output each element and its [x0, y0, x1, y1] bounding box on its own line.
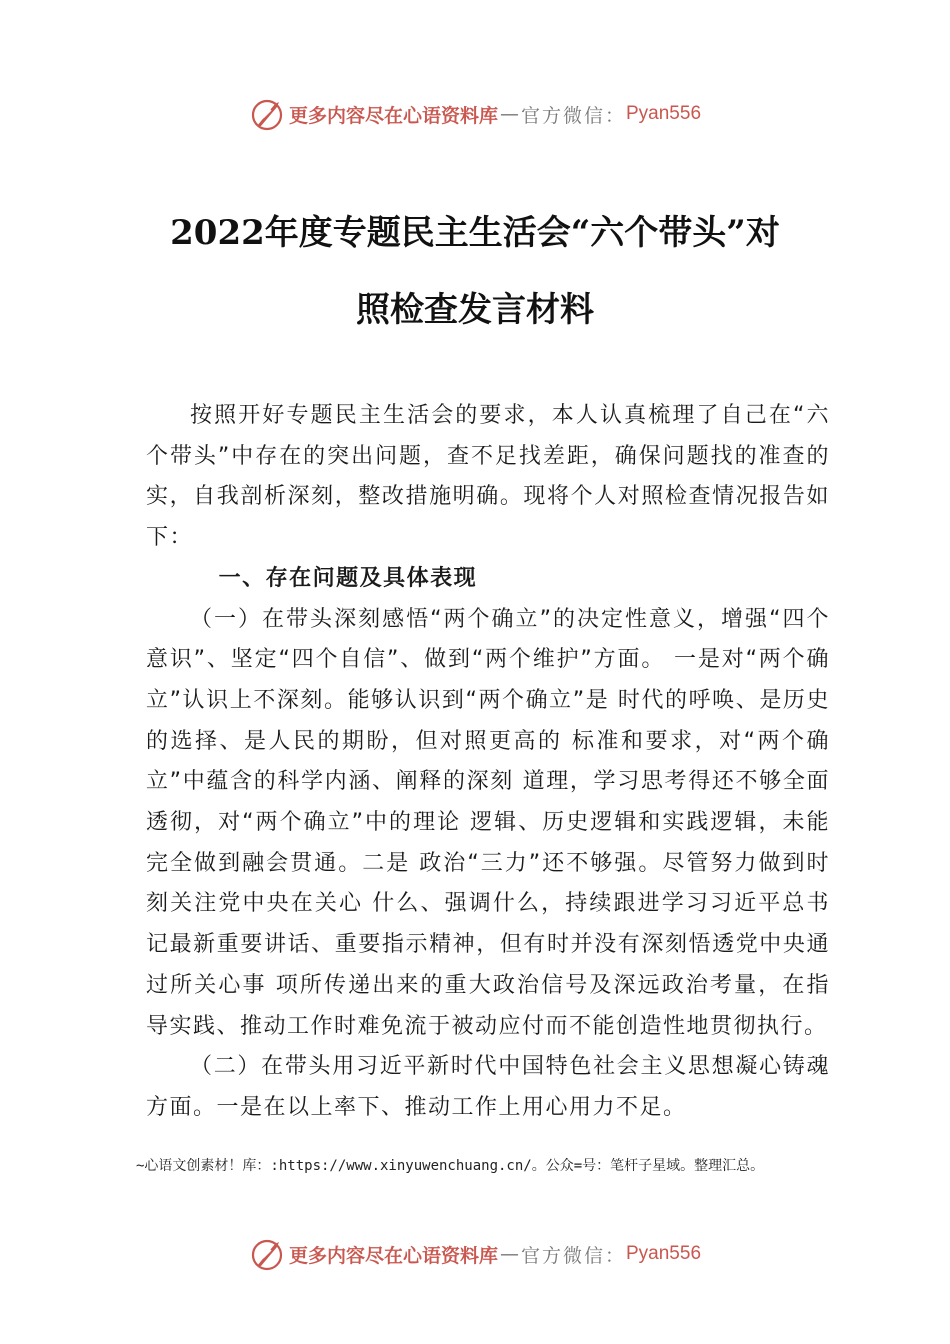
banner-dash: — [499, 1243, 519, 1265]
quill-logo-icon [249, 1236, 285, 1272]
banner-wechat-id: Pyan556 [626, 103, 702, 124]
banner-main-text: 更多内容尽在心语资料库 [288, 1244, 498, 1267]
section-heading: 一、存在问题及具体表现 [218, 565, 478, 591]
footer-banner [0, 1234, 950, 1274]
banner-side-text: 官方微信： [520, 1244, 626, 1267]
document-title-line2: 照检查发言材料 [356, 290, 594, 330]
footnote: ~心语文创素材！库：:https://www.xinyuwenchuang.cn/。公众=号：笔杆子星域。整理汇总。 [136, 1158, 765, 1174]
document-body [146, 396, 830, 1129]
header-banner [0, 94, 950, 134]
quill-logo-icon [249, 96, 285, 132]
banner-dash: — [499, 103, 519, 125]
intro-paragraph: 按照开好专题民主生活会的要求，本人认真梳理了自己在“六个带头”中存在的突出问题，查不足找差距，确保问题找的准查的实，自我剖析深刻，整改措施明确。现将个人对照检查情况报告如下： [146, 403, 830, 551]
banner-main-text: 更多内容尽在心语资料库 [288, 104, 498, 127]
item-paragraph-2: （二）在带头用习近平新时代中国特色社会主义思想凝心铸魂方面。一是在以上率下、推动工作上用心用力不足。 [146, 1054, 830, 1120]
banner-side-text: 官方微信： [520, 104, 626, 127]
document-title-line1: 2022年度专题民主生活会“六个带头”对 [170, 213, 780, 253]
banner-wechat-id: Pyan556 [626, 1243, 702, 1264]
item-paragraph-1: （一）在带头深刻感悟“两个确立”的决定性意义，增强“四个意识”、坚定“四个自信”、做到“两个维护”方面。 一是对“两个确立”认识上不深刻。能够认识到“两个确立”是 时代的呼唤、是历史的选择、是人民的期盼，但对照更高的 标准和要求，对“两个确立”中蕴含的科学内涵、阐释的深刻 道理，学习思考得还不够全面透彻，对“两个确立”中的理论 逻辑、历史逻辑和实践逻辑，未能完全做到融会贯通。二是 政治“三力”还不够强。尽管努力做到时刻关注党中央在关心 什么、强调什么，持续跟进学习习近平总书记最新重要讲话、重要指示精神，但有时并没有深刻悟透党中央通过所关心事 项所传递出来的重大政治信号及深远政治考量，在指导实践、推动工作时难免流于被动应付而不能创造性地贯彻执行。 [146, 606, 830, 1039]
